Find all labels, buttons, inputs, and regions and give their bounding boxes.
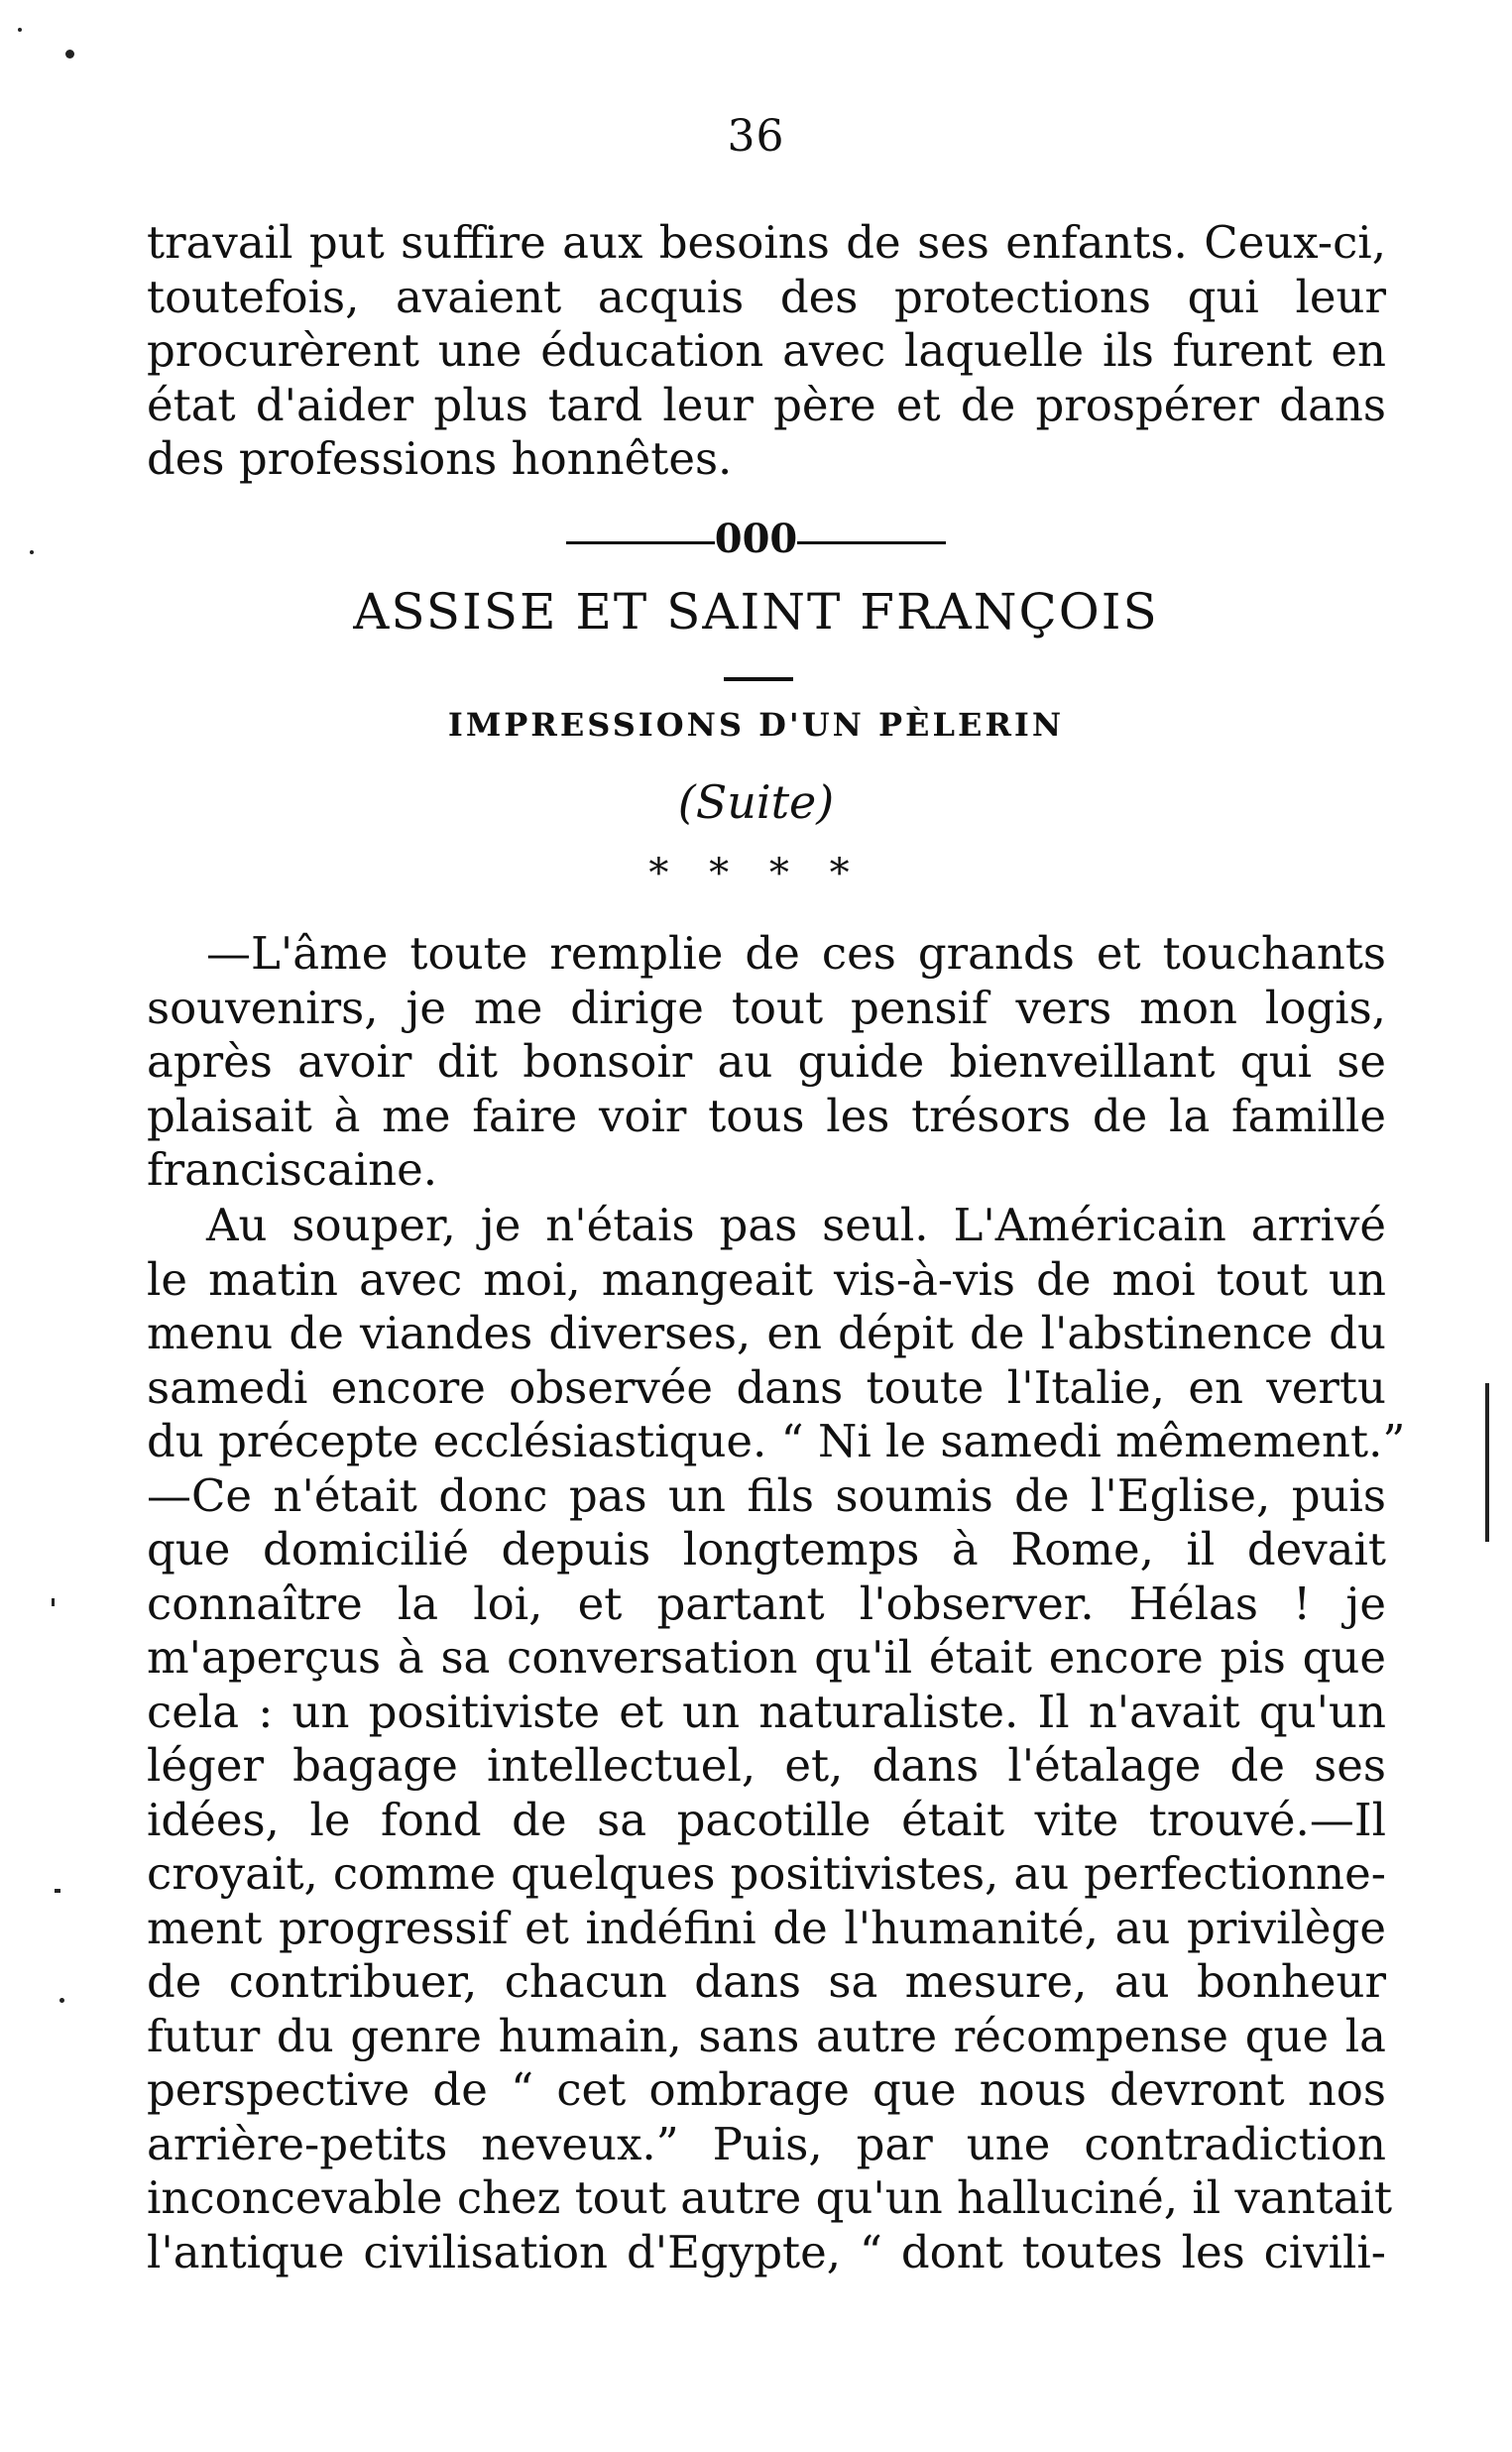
text-line: connaître la loi, et partant l'observer. Hélas ! je (147, 1576, 1386, 1630)
scan-speck (59, 1998, 64, 2003)
separator-dash-right (797, 541, 946, 544)
text-line: inconcevable chez tout autre qu'un halluciné, il vantait (147, 2171, 1393, 2224)
text-line: toutefois, avaient acquis des protections qui leur (147, 270, 1386, 323)
text-line: futur du genre humain, sans autre récompense que la (147, 2009, 1386, 2062)
text-line: Au souper, je n'étais pas seul. L'Américain arrivé (206, 1199, 1386, 1251)
section-separator (0, 516, 1512, 562)
text-line: —Ce n'était donc pas un fils soumis de l'Eglise, puis (147, 1468, 1386, 1522)
scan-speck (1485, 1383, 1489, 1542)
scan-speck (18, 28, 22, 32)
section-title: ASSISE ET SAINT FRANÇOIS (353, 583, 1159, 641)
suite-label: (Suite) (677, 775, 835, 829)
paragraph-2 (147, 927, 1386, 1198)
text-line: souvenirs, je me dirige tout pensif vers mon logis, (147, 981, 1386, 1034)
asterism: * * * * (648, 851, 864, 896)
text-line: travail put suffire aux besoins de ses enfants. Ceux-ci, (147, 216, 1386, 269)
paragraph-3 (147, 1199, 1406, 2279)
text-line: menu de viandes diverses, en dépit de l'abstinence du (147, 1307, 1386, 1359)
text-line: des professions honnêtes. (147, 432, 733, 485)
text-line: franciscaine. (147, 1143, 438, 1196)
text-line: croyait, comme quelques positivistes, au perfectionne- (147, 1847, 1386, 1900)
text-line: perspective de “ cet ombrage que nous devront nos (147, 2063, 1386, 2116)
text-line: l'antique civilisation d'Egypte, “ dont toutes les civili- (147, 2225, 1386, 2278)
text-line: le matin avec moi, mangeait vis-à-vis de moi tout un (147, 1252, 1386, 1306)
text-line: de contribuer, chacun dans sa mesure, au bonheur (147, 1955, 1386, 2008)
text-line: que domicilié depuis longtemps à Rome, il devait (147, 1523, 1386, 1576)
text-line: procurèrent une éducation avec laquelle ils furent en (147, 324, 1386, 377)
text-line: ment progressif et indéfini de l'humanité, au privilège (147, 1901, 1386, 1954)
text-line: après avoir dit bonsoir au guide bienveillant qui se (147, 1035, 1386, 1088)
scan-speck (55, 1889, 60, 1893)
text-line: du précepte ecclésiastique. “ Ni le samedi mêmement.” (147, 1415, 1406, 1467)
text-line: cela : un positiviste et un naturaliste. Il n'avait qu'un (147, 1685, 1386, 1738)
text-line: plaisait à me faire voir tous les trésors de la famille (147, 1089, 1386, 1142)
text-line: idées, le fond de sa pacotille était vite trouvé.—Il (147, 1793, 1386, 1846)
text-line: m'aperçus à sa conversation qu'il était encore pis que (147, 1631, 1386, 1684)
scan-speck (65, 50, 74, 58)
scan-speck (52, 1598, 55, 1606)
text-line: léger bagage intellectuel, et, dans l'étalage de ses (147, 1739, 1386, 1792)
text-line: état d'aider plus tard leur père et de prospérer dans (147, 378, 1386, 431)
section-subtitle: IMPRESSIONS D'UN PÈLERIN (447, 706, 1065, 744)
separator-dash-left (566, 541, 715, 544)
text-line: samedi encore observée dans toute l'Italie, en vertu (147, 1360, 1386, 1414)
page-number: 36 (727, 111, 785, 162)
title-rule (724, 677, 793, 681)
scan-speck (30, 550, 34, 554)
separator-text: 000 (714, 516, 798, 562)
text-line: —L'âme toute remplie de ces grands et touchants (206, 927, 1386, 980)
text-line: arrière-petits neveux.” Puis, par une contradiction (147, 2117, 1386, 2170)
paragraph-1 (147, 216, 1386, 487)
